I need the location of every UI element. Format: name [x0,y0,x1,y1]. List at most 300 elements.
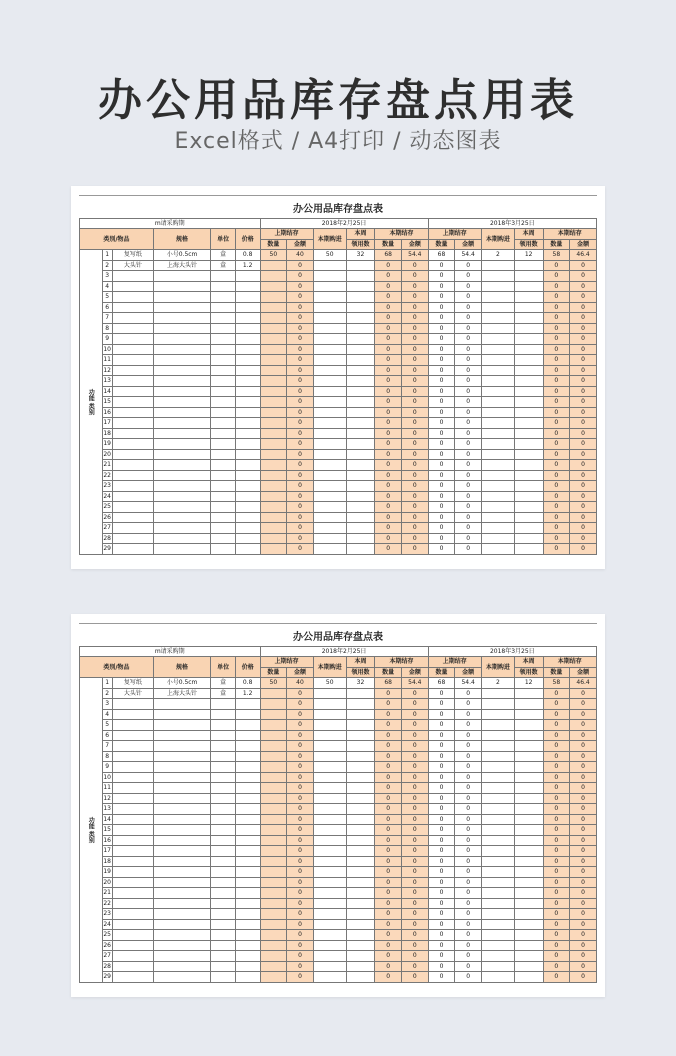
cell-q1 [260,720,287,731]
row-number: 12 [103,794,111,802]
cell-p2 [481,302,514,313]
cell-p2 [481,334,514,345]
item-unit [211,523,236,534]
cell-a2: 54.4 [402,250,429,261]
cell-a2: 0 [402,418,429,429]
cell-q4: 0 [543,460,570,471]
cell-q2: 0 [375,877,402,888]
cell-a2: 0 [402,271,429,282]
item-name [112,271,153,282]
item-unit [211,856,236,867]
cell-u2 [514,376,543,387]
cell-a1: 0 [287,302,314,313]
cell-q1 [260,783,287,794]
cell-a2: 0 [402,772,429,783]
cell-p2 [481,512,514,523]
item-spec [153,439,210,450]
cell-q4: 0 [543,386,570,397]
cell-q4: 0 [543,804,570,815]
item-name [112,439,153,450]
cell-a4: 0 [570,888,597,899]
cell-a3: 0 [455,271,482,282]
cell-u2 [514,793,543,804]
row-number: 27 [103,524,111,532]
table-row [80,940,597,951]
item-price [235,730,260,741]
cell-q2: 0 [375,302,402,313]
cell-q4: 0 [543,814,570,825]
cell-p1 [313,292,346,303]
cell-a4: 0 [570,814,597,825]
cell-q4: 0 [543,793,570,804]
cell-a3: 0 [455,281,482,292]
cell-p1 [313,888,346,899]
period-date-2: 2018年3月25日 [428,646,596,657]
cell-a2: 0 [402,460,429,471]
period-label: m请采购期 [80,646,261,657]
cell-p2 [481,919,514,930]
cell-q3: 0 [428,741,455,752]
cell-q1 [260,877,287,888]
cell-a1: 0 [287,846,314,857]
cell-u2 [514,961,543,972]
item-unit [211,512,236,523]
cell-a3: 0 [455,428,482,439]
item-name [112,919,153,930]
cell-a3: 0 [455,386,482,397]
cell-q1 [260,898,287,909]
item-unit [211,533,236,544]
cell-u1 [346,951,375,962]
cell-q3: 0 [428,688,455,699]
item-spec: 上海大头针 [153,688,210,699]
cell-a1: 0 [287,804,314,815]
cell-p1 [313,688,346,699]
item-unit [211,888,236,899]
row-number: 4 [102,281,112,292]
cell-a3: 0 [455,961,482,972]
cell-q3: 0 [428,481,455,492]
cell-p1 [313,491,346,502]
cell-a4: 0 [570,544,597,555]
cell-q1 [260,793,287,804]
item-price [235,512,260,523]
row-number: 10 [103,773,111,781]
cell-a1: 0 [287,940,314,951]
cell-p2 [481,961,514,972]
item-unit [211,867,236,878]
cell-q2: 0 [375,355,402,366]
cell-a1: 0 [287,260,314,271]
cell-p2 [481,972,514,983]
cell-a3: 0 [455,365,482,376]
cell-u2 [514,302,543,313]
item-spec [153,334,210,345]
cell-p1 [313,961,346,972]
cell-q1 [260,302,287,313]
cell-q1 [260,709,287,720]
item-price [235,397,260,408]
cell-p1 [313,397,346,408]
cell-q1 [260,730,287,741]
cell-a1: 0 [287,699,314,710]
item-spec [153,281,210,292]
item-unit [211,313,236,324]
cell-a4: 0 [570,751,597,762]
cell-a1: 0 [287,972,314,983]
item-price [235,323,260,334]
item-unit [211,502,236,513]
cell-u2 [514,281,543,292]
item-price [235,793,260,804]
cell-q2: 0 [375,919,402,930]
cell-q3: 0 [428,699,455,710]
cell-a3: 0 [455,951,482,962]
cell-a4: 0 [570,386,597,397]
cell-u1 [346,481,375,492]
cell-a2: 0 [402,302,429,313]
cell-a3: 0 [455,407,482,418]
cell-u2 [514,688,543,699]
cell-p1 [313,502,346,513]
cell-p2 [481,814,514,825]
item-name [112,418,153,429]
col-qty: 数量 [543,667,570,678]
cell-q1 [260,523,287,534]
cell-q3: 0 [428,877,455,888]
cell-q4: 0 [543,292,570,303]
item-unit [211,783,236,794]
cell-q2: 0 [375,344,402,355]
cell-a1: 0 [287,772,314,783]
cell-a3: 0 [455,460,482,471]
row-number: 28 [103,534,111,542]
cell-a4: 0 [570,688,597,699]
cell-p1 [313,260,346,271]
cell-q4: 0 [543,730,570,741]
cell-u1 [346,804,375,815]
col-qty: 数量 [375,667,402,678]
cell-p1 [313,793,346,804]
cell-q4: 0 [543,961,570,972]
item-name [112,720,153,731]
cell-q2: 0 [375,741,402,752]
cell-u1 [346,260,375,271]
sheet-top-rule [79,623,597,624]
table-row [80,481,597,492]
cell-p2 [481,376,514,387]
item-spec [153,772,210,783]
table-row [80,407,597,418]
cell-a1: 0 [287,271,314,282]
cell-q3: 0 [428,709,455,720]
cell-p2 [481,481,514,492]
item-spec [153,877,210,888]
col-use: 本周 [346,229,375,240]
cell-p1 [313,512,346,523]
cell-p1 [313,271,346,282]
cell-p2 [481,271,514,282]
cell-q1 [260,919,287,930]
table-row [80,334,597,345]
item-unit: 盒 [211,250,236,261]
cell-p1 [313,709,346,720]
item-price [235,741,260,752]
item-name: 复写纸 [112,678,153,689]
cell-p2 [481,533,514,544]
table-row [80,491,597,502]
cell-u2 [514,741,543,752]
cell-a4: 0 [570,271,597,282]
cell-a1: 0 [287,323,314,334]
cell-u1 [346,898,375,909]
cell-a3: 0 [455,940,482,951]
cell-u1 [346,940,375,951]
cell-a1: 0 [287,407,314,418]
cell-q2: 0 [375,930,402,941]
row-number: 21 [103,889,111,897]
cell-q3: 0 [428,951,455,962]
table-row [80,972,597,983]
cell-q3: 0 [428,793,455,804]
cell-q3: 0 [428,783,455,794]
cell-u2 [514,418,543,429]
cell-p2 [481,751,514,762]
cell-q3: 0 [428,491,455,502]
item-spec [153,544,210,555]
cell-a3: 0 [455,355,482,366]
item-price [235,804,260,815]
item-price [235,302,260,313]
table-row [80,292,597,303]
cell-a2: 0 [402,888,429,899]
cell-q1 [260,260,287,271]
cell-a3: 54.4 [455,250,482,261]
cell-p1 [313,804,346,815]
cell-u2 [514,856,543,867]
item-name [112,730,153,741]
table-row [80,281,597,292]
cell-q1 [260,751,287,762]
item-price [235,271,260,282]
cell-q4: 0 [543,772,570,783]
cell-a4: 0 [570,334,597,345]
cell-a2: 0 [402,260,429,271]
item-spec [153,271,210,282]
row-number: 22 [103,471,111,479]
cell-a1: 0 [287,909,314,920]
item-name [112,751,153,762]
cell-a1: 40 [287,678,314,689]
item-spec [153,397,210,408]
row-number: 19 [103,868,111,876]
cell-q3: 0 [428,804,455,815]
cell-a3: 0 [455,846,482,857]
cell-a3: 0 [455,919,482,930]
col-use-b: 本周 [514,657,543,668]
cell-a4: 0 [570,302,597,313]
cell-q4: 0 [543,846,570,857]
cell-q3: 0 [428,502,455,513]
cell-a3: 0 [455,888,482,899]
item-unit [211,439,236,450]
cell-u2 [514,762,543,773]
item-name [112,302,153,313]
cell-p1 [313,302,346,313]
cell-a3: 0 [455,898,482,909]
cell-u2 [514,292,543,303]
col-last-stock-2: 上期结存 [428,657,481,668]
cell-p1 [313,720,346,731]
cell-a4: 0 [570,741,597,752]
item-name [112,470,153,481]
cell-p2 [481,888,514,899]
cell-p2 [481,386,514,397]
cell-q4: 0 [543,919,570,930]
cell-p1 [313,783,346,794]
cell-a4: 0 [570,449,597,460]
spreadsheet-preview-1 [71,186,605,569]
cell-q4: 0 [543,523,570,534]
item-unit [211,428,236,439]
cell-q4: 0 [543,439,570,450]
row-number: 17 [103,847,111,855]
cell-q2: 0 [375,804,402,815]
cell-q1 [260,313,287,324]
cell-q1 [260,271,287,282]
item-name [112,281,153,292]
cell-p1 [313,470,346,481]
cell-a4: 0 [570,407,597,418]
col-purchase-2: 本期购进 [481,229,514,250]
cell-u2 [514,481,543,492]
cell-a3: 0 [455,783,482,794]
cell-u2 [514,804,543,815]
cell-q1 [260,439,287,450]
cell-q1 [260,470,287,481]
col-spec: 规格 [153,229,210,250]
cell-a1: 0 [287,888,314,899]
table-row [80,250,597,261]
item-unit [211,397,236,408]
item-price [235,825,260,836]
item-price [235,751,260,762]
cell-q3: 0 [428,730,455,741]
cell-a4: 0 [570,909,597,920]
item-price [235,930,260,941]
cell-q2: 0 [375,313,402,324]
cell-a1: 0 [287,544,314,555]
cell-a3: 0 [455,730,482,741]
item-name [112,835,153,846]
cell-p1: 50 [313,678,346,689]
cell-a3: 0 [455,544,482,555]
cell-a1: 0 [287,533,314,544]
period-date-1: 2018年2月25日 [260,646,428,657]
col-qty: 数量 [375,239,402,250]
cell-a1: 0 [287,502,314,513]
cell-a4: 0 [570,512,597,523]
cell-q4: 0 [543,365,570,376]
row-number: 13 [103,377,111,385]
cell-p2 [481,260,514,271]
cell-q2: 0 [375,972,402,983]
cell-q3: 0 [428,751,455,762]
cell-u2 [514,407,543,418]
item-unit [211,449,236,460]
item-spec [153,793,210,804]
table-row [80,709,597,720]
item-price [235,439,260,450]
cell-q1 [260,407,287,418]
item-name [112,741,153,752]
cell-a4: 0 [570,804,597,815]
cell-a2: 0 [402,523,429,534]
cell-q4: 0 [543,688,570,699]
item-name [112,709,153,720]
cell-q4: 0 [543,835,570,846]
item-spec [153,512,210,523]
cell-q1 [260,418,287,429]
cell-q1 [260,386,287,397]
cell-a3: 0 [455,302,482,313]
item-unit [211,355,236,366]
cell-a3: 0 [455,334,482,345]
cell-q4: 0 [543,741,570,752]
item-name [112,544,153,555]
cell-u2 [514,835,543,846]
item-price [235,313,260,324]
item-unit [211,804,236,815]
cell-u2 [514,951,543,962]
item-name [112,334,153,345]
cell-q4: 0 [543,313,570,324]
cell-u1 [346,344,375,355]
cell-q2: 0 [375,481,402,492]
row-number: 13 [103,805,111,813]
cell-a1: 0 [287,709,314,720]
item-spec [153,930,210,941]
cell-a2: 0 [402,940,429,951]
cell-q1 [260,428,287,439]
col-purchase: 本期购进 [313,229,346,250]
cell-a3: 0 [455,449,482,460]
table-row [80,439,597,450]
cell-u1 [346,825,375,836]
col-qty: 数量 [543,239,570,250]
cell-q4: 0 [543,428,570,439]
cell-a4: 0 [570,951,597,962]
cell-q1 [260,699,287,710]
item-name [112,867,153,878]
cell-q4: 0 [543,481,570,492]
cell-u1 [346,397,375,408]
col-amount: 金额 [287,239,314,250]
item-price [235,502,260,513]
item-spec [153,699,210,710]
cell-q1 [260,835,287,846]
row-number: 6 [102,730,112,741]
item-spec [153,804,210,815]
cell-u1 [346,720,375,731]
cell-q4: 0 [543,533,570,544]
item-unit [211,930,236,941]
cell-a3: 0 [455,793,482,804]
cell-p1 [313,730,346,741]
cell-p1 [313,439,346,450]
row-number: 20 [103,878,111,886]
cell-a4: 0 [570,523,597,534]
